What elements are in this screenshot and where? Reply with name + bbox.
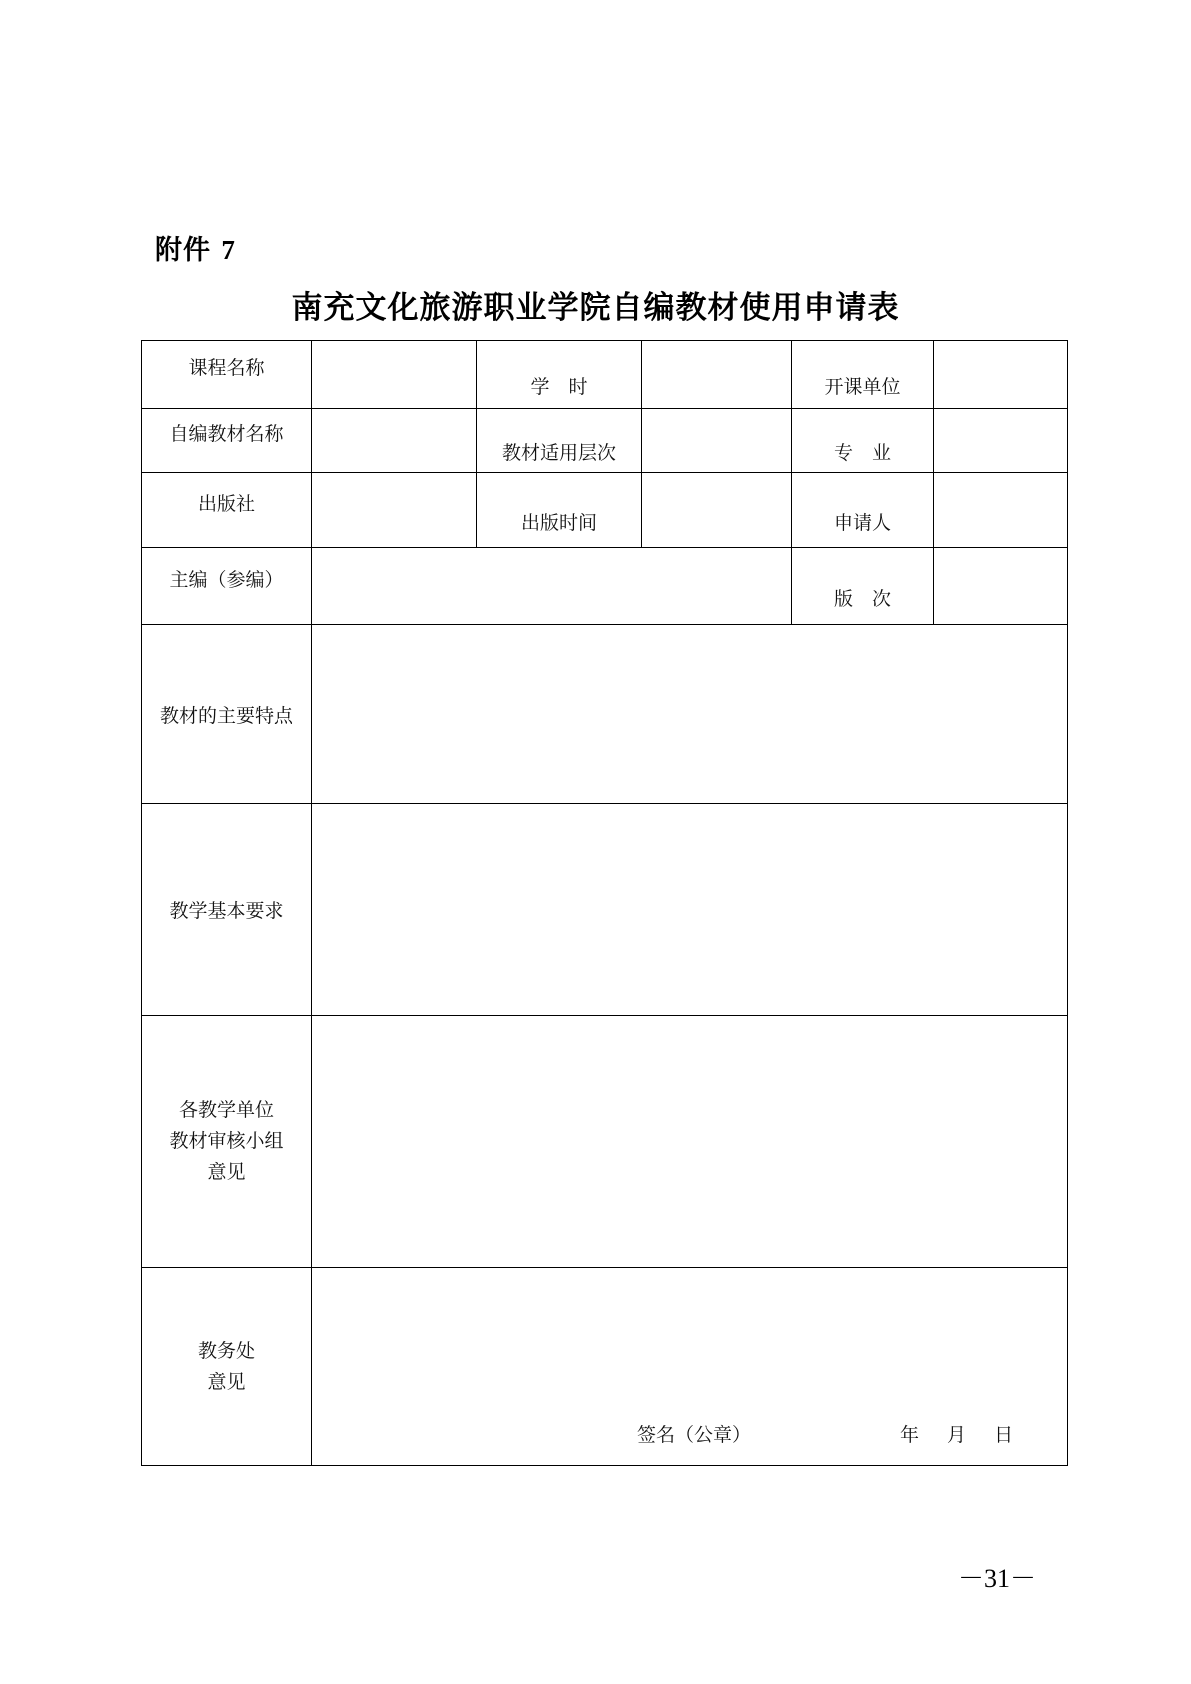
edition-field[interactable] xyxy=(934,548,1068,625)
academic-affairs-label: 教务处 意见 xyxy=(142,1268,312,1466)
applicant-field[interactable] xyxy=(934,473,1068,548)
signature-label: 签名（公章） xyxy=(637,1424,752,1446)
offering-unit-field[interactable] xyxy=(934,341,1068,409)
table-row xyxy=(142,473,1068,548)
major-label: 专 业 xyxy=(792,409,934,473)
requirements-field[interactable] xyxy=(312,804,1068,1016)
course-name-field[interactable] xyxy=(312,341,477,409)
course-name-label: 课程名称 xyxy=(142,341,312,409)
publisher-field[interactable] xyxy=(312,473,477,548)
table-row xyxy=(142,1268,1068,1466)
publish-time-field[interactable] xyxy=(642,473,792,548)
applicable-level-field[interactable] xyxy=(642,409,792,473)
table-row xyxy=(142,548,1068,625)
requirements-label: 教学基本要求 xyxy=(142,804,312,1016)
academic-affairs-field[interactable] xyxy=(312,1268,1068,1466)
table-row xyxy=(142,804,1068,1016)
form-title: 南充文化旅游职业学院自编教材使用申请表 xyxy=(291,290,900,326)
table-row xyxy=(142,409,1068,473)
publisher-label: 出版社 xyxy=(142,473,312,548)
unit-review-label: 各教学单位 教材审核小组 意见 xyxy=(142,1016,312,1268)
table-row xyxy=(142,341,1068,409)
applicable-level-label: 教材适用层次 xyxy=(477,409,642,473)
edition-label: 版 次 xyxy=(792,548,934,625)
attachment-label: 附件 7 xyxy=(155,235,236,266)
textbook-name-label: 自编教材名称 xyxy=(142,409,312,473)
features-label: 教材的主要特点 xyxy=(142,625,312,804)
page-number: －31－ xyxy=(958,1564,1037,1593)
offering-unit-label: 开课单位 xyxy=(792,341,934,409)
features-field[interactable] xyxy=(312,625,1068,804)
chief-editor-label: 主编（参编） xyxy=(142,548,312,625)
hours-field[interactable] xyxy=(642,341,792,409)
textbook-name-field[interactable] xyxy=(312,409,477,473)
hours-label: 学 时 xyxy=(477,341,642,409)
chief-editor-field[interactable] xyxy=(312,548,792,625)
applicant-label: 申请人 xyxy=(792,473,934,548)
table-row xyxy=(142,1016,1068,1268)
unit-review-field[interactable] xyxy=(312,1016,1068,1268)
application-form-table xyxy=(141,340,1068,1466)
publish-time-label: 出版时间 xyxy=(477,473,642,548)
table-row xyxy=(142,625,1068,804)
date-label: 年 月 日 xyxy=(900,1424,1014,1446)
major-field[interactable] xyxy=(934,409,1068,473)
